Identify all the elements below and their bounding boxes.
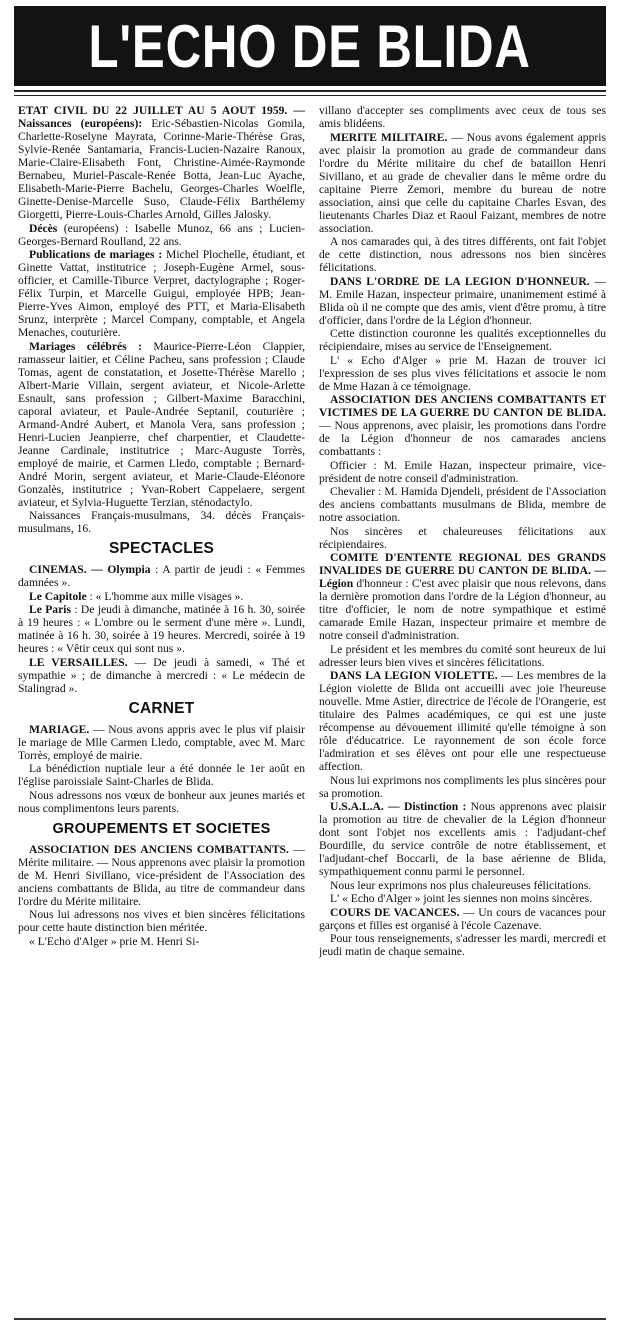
- assoc-text: — Mérite militaire. — Nous apprenons avec plaisir la promotion de M. Henri Sivillano, vice-président de l'Association des anciens combattants de Blida, au titre de commandeur dans l'ordre du Mérite militaire.: [18, 842, 305, 908]
- chevalier-paragraph: Chevalier : M. Hamida Djendeli, président de l'Association des anciens combattants musulmans de Blida, membre de notre association.: [319, 485, 606, 524]
- exprimons-paragraph: Nous lui exprimons nos compliments les plus sincères pour sa promotion.: [319, 773, 606, 800]
- olympia-lead: — Olympia: [91, 563, 151, 576]
- usala-paragraph: [319, 800, 606, 878]
- capitole-text: : « L'homme aux mille visages ».: [89, 589, 244, 603]
- assoc-paragraph: [18, 843, 305, 908]
- merite-paragraph: [319, 131, 606, 235]
- merite-text: — Nous avons également appris avec plaisir la promotion au grade de commandeur dans l'ordre du Mérite militaire du chef de bataillon Henri Sivillano, et au grade de chevalier dans le même ordre du capitaine Pierre Zemori, membre du bureau de notre association, ainsi que celle du capitaine Charles Esvan, des lieutenants Charles Diaz et Raoul Faizant, membres de notre association.: [319, 130, 606, 235]
- comite-text: d'honneur : C'est avec plaisir que nous relevons, dans la dernière promotion dans l'ordre de la Légion d'honneur, au titre d'officier, le nom de notre sympathique et estimé camarade Emile Hazan, inspecteur primaire et membre de notre conseil d'administration.: [319, 577, 606, 642]
- olympia-text: : A partir de jeudi : « Femmes damnées ».: [18, 563, 305, 589]
- top-rule: [14, 90, 606, 92]
- banns-paragraph: [18, 248, 305, 339]
- violette-lead: DANS LA LEGION VIOLETTE.: [330, 669, 498, 682]
- weddings-list: Maurice-Pierre-Léon Clappier, ramasseur laitier, et Céline Pacheu, sans profession ; Claude Tomas, agent de constatation, et Josette-Thérèse Marello ; Albert-Marie Villain, sergent aviateur, et Nicole-Arlette Esnault, sans profession ; Gilbert-Maxime Baracchini, caporal aviateur, et Paule-Andrée Septanil, couturière ; Armand-André Aubert, et Manola Vera, sans profession ; Henri-Lucien Jeanpierre, chef charpentier, et Claudette-Jeanne Cardinale, institutrice ; Marc-Auguste Torrès, employé de mairie, et Carmen Lledo, comptable ; Bernard-André Morin, sergent aviateur, et Marie-Claude-Eléonore Gonzalès, institutrice ; Yvan-Robert Cappelaere, sergent aviateur, et Sylvia-Huguette Terzian, sténodactylo.: [18, 339, 305, 509]
- versailles-lead: LE VERSAILLES.: [29, 655, 128, 669]
- weddings-lead: Mariages célébrés :: [29, 339, 142, 353]
- violette-text: — Les membres de la Légion violette de Blida ont accueilli avec joie l'heureuse nouvelle. Mme Astier, directrice de l'école de l'Orangerie, est titulaire des Palmes académiques, ce qui est une juste récompense au dévouement illimité qu'elle témoigne à son rôle d'éducatrice. Le rayonnement de son école force l'admiration et ses élèves ont pour elle une respectueuse affection.: [319, 669, 606, 773]
- assoc-canton-text: — Nous apprenons, avec plaisir, les promotions dans l'ordre de la Légion d'honneur de nos camarades anciens combattants :: [319, 419, 606, 458]
- legion-paragraph: [319, 275, 606, 327]
- legion-lead: DANS L'ORDRE DE LA LEGION D'HONNEUR.: [330, 274, 590, 288]
- etat-civil-paragraph: [18, 104, 305, 221]
- legion-text: — M. Emile Hazan, inspecteur primaire, unanimement estimé à Blida où il ne compte que des amis, vient d'être promu, à titre d'officier, dans l'ordre de la Légion d'honneur.: [319, 274, 606, 327]
- echo-start-paragraph: « L'Echo d'Alger » prie M. Henri Si-: [29, 934, 200, 948]
- paris-lead: Le Paris: [29, 603, 71, 616]
- cours-paragraph: [319, 906, 606, 932]
- usala-lead: U.S.A.L.A. — Distinction :: [330, 800, 467, 813]
- masthead-title: L'ECHO DE BLIDA: [88, 12, 532, 80]
- deaths-list: (européens) : Isabelle Munoz, 66 ans ; Lucien-Georges-Bernard Roulland, 22 ans.: [18, 221, 305, 248]
- capitole-lead: Le Capitole: [29, 589, 87, 603]
- births-lead: — Naissances (européens):: [18, 104, 305, 130]
- top-rule-thin: [14, 95, 606, 96]
- muslim-stats: Naissances Français-musulmans, 34. décès Français-musulmans, 16.: [18, 509, 305, 535]
- cours-text: — Un cours de vacances pour garçons et filles est organisé à l'école Cazenave.: [319, 905, 606, 932]
- felicitations-paragraph: Nous lui adressons nos vives et bien sincères félicitations pour cette haute distinction bien méritée.: [18, 908, 305, 934]
- chaleureuses-paragraph: Nous leur exprimons nos plus chaleureuses félicitations.: [330, 878, 592, 892]
- article-columns: [18, 104, 606, 1314]
- mariage-text: — Nous avons appris avec le plus vif plaisir le mariage de Mlle Carmen Lledo, comptable, avec M. Marc Torrès, employé de mairie.: [18, 722, 305, 762]
- deaths-paragraph: [18, 222, 305, 248]
- mariage-lead: MARIAGE.: [29, 722, 90, 736]
- masthead-banner: [14, 6, 606, 86]
- distinction-paragraph: Cette distinction couronne les qualités exceptionnelles du récipiendaire, mises au service de l'Enseignement.: [319, 327, 606, 353]
- carnet-heading: CARNET: [128, 699, 195, 717]
- president-paragraph: Le président et les membres du comité sont heureux de lui adresser leurs bien vives et sincères félicitations.: [319, 642, 606, 669]
- renseignements-paragraph: Pour tous renseignements, s'adresser les mardi, mercredi et jeudi matin de chaque semaine.: [319, 932, 606, 958]
- voeux-paragraph: Nous adressons nos vœux de bonheur aux jeunes mariés et nous complimentons leurs parents.: [18, 788, 305, 815]
- banns-list: Michel Plochelle, étudiant, et Ginette Vattat, institutrice ; Joseph-Eugène Armel, sous-officier, et Camille-Tiburce Verpret, dactylographe ; Roger-Félix Turpin, et Marcelle Guigui, employée HPB; Jean-Pierre-Yves Aimon, employé des PTT, et Maria-Elisabeth Srunz, interprète ; Marcel Company, comptable, et Angela Menaches, couturière.: [18, 248, 305, 339]
- cinemas-lead: CINEMAS.: [29, 563, 87, 576]
- assoc-lead: ASSOCIATION DES ANCIENS COMBATTANTS.: [29, 842, 289, 856]
- paris-paragraph: [18, 603, 305, 655]
- bottom-rule: [14, 1318, 606, 1320]
- versailles-paragraph: [18, 656, 305, 695]
- right-column: [319, 104, 606, 1314]
- cours-lead: COURS DE VACANCES.: [330, 905, 460, 919]
- violette-paragraph: [319, 669, 606, 773]
- echo-continuation: villano d'accepter ses compliments avec ceux de tous ses amis blidéens.: [319, 104, 606, 130]
- assoc-canton-lead: ASSOCIATION DES ANCIENS COMBATTANTS ET VICTIMES DE LA GUERRE DU CANTON DE BLIDA.: [319, 393, 606, 419]
- groupements-heading: GROUPEMENTS ET SOCIETES: [52, 820, 271, 837]
- sinceres-paragraph: Nos sincères et chaleureuses félicitations aux récipiendaires.: [319, 524, 606, 551]
- left-column: [18, 104, 305, 1314]
- comite-lead: COMITE D'ENTENTE REGIONAL DES GRANDS INVALIDES DE GUERRE DU CANTON DE BLIDA. — Légion: [319, 551, 606, 590]
- deaths-lead: Décès: [29, 221, 58, 235]
- officier-paragraph: Officier : M. Emile Hazan, inspecteur primaire, vice-président de notre conseil d'administration.: [319, 458, 606, 485]
- olympia-paragraph: [18, 563, 305, 589]
- capitole-paragraph: [18, 590, 305, 603]
- echo-hazan-paragraph: L' « Echo d'Alger » prie M. Hazan de trouver ici l'expression de ses plus vives félicitations et associe le nom de Mme Hazan à ce témoignage.: [319, 353, 606, 393]
- merite-lead: MERITE MILITAIRE.: [330, 130, 448, 144]
- weddings-paragraph: [18, 340, 305, 509]
- mariage-paragraph: [18, 723, 305, 762]
- usala-text: Nous apprenons avec plaisir la promotion au titre de chevalier de la Légion d'honneur dont sont l'objet nos excellents amis : l'adjudant-chef Bourdille, du service contrôle de notre établissement, et l'adjudant-chef Boccarli, de la base aérienne de Blida, sympathiquement connu parmi le personnel.: [319, 800, 606, 878]
- versailles-text: — De jeudi à samedi, « Thé et sympathie » ; de dimanche à mercredi : « Le médecin de Stalingrad ».: [18, 655, 305, 695]
- echo-joint-paragraph: L' « Echo d'Alger » joint les siennes non moins sincères.: [330, 892, 593, 905]
- spectacles-heading: SPECTACLES: [108, 540, 215, 557]
- paris-text: : De jeudi à dimanche, matinée à 16 h. 30, soirée à 19 heures : « L'ombre ou le serment d'une mère ». Lundi, matinée à 16 h. 30, soirée à 19 heures. Mercredi, soirée à 19 heures : « Vêtir ceux qui sont nus ».: [18, 603, 305, 655]
- camarades-paragraph: A nos camarades qui, à des titres différents, ont fait l'objet de cette distinction, nous adressons nos bien sincères félicitations.: [319, 235, 606, 274]
- etat-civil-heading: ETAT CIVIL DU 22 JUILLET AU 5 AOUT 1959.: [18, 104, 288, 117]
- comite-paragraph: [319, 551, 606, 642]
- benediction-paragraph: La bénédiction nuptiale leur a été donnée le 1er août en l'église paroissiale Saint-Charles de Blida.: [18, 762, 305, 788]
- assoc-canton-paragraph: [319, 393, 606, 458]
- births-list: Eric-Sébastien-Nicolas Gomila, Charlette-Roselyne Mayrata, Corinne-Marie-Thérèse Gras, Sylvie-Renée Santamaria, Francis-Lucien-Nazaire Ranoux, Marie-Claire-Elisabeth Font, Christine-Aimée-Raymonde Bernabeu, Muriel-Pascale-Renée Botta, Jean-Luc Ayache, Elisabeth-Marie-Pierre Bachelu, Georges-Charles Woelfle, Ginette-Denise-Marcelle Suso, Claude-Félix Barthélemy Giorgetti, Pierre-Louis-Charles Arnold, Gilles Jalosky.: [18, 117, 305, 221]
- banns-lead: Publications de mariages :: [29, 248, 163, 261]
